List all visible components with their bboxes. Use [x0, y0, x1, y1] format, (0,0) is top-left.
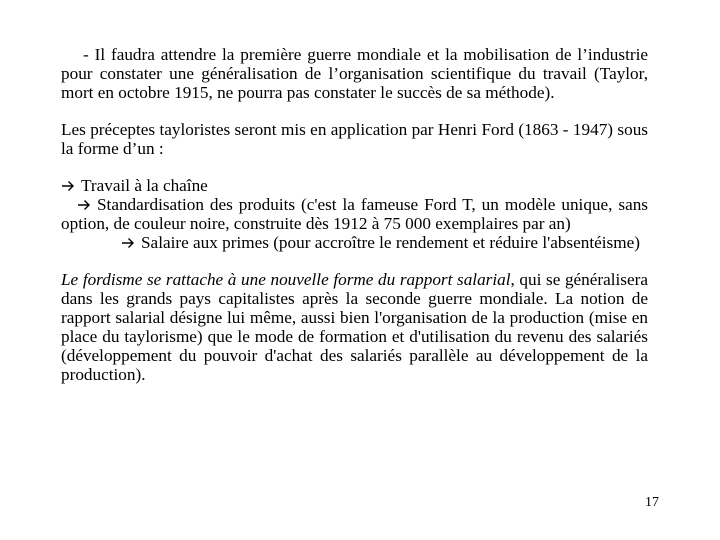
paragraph-ford-preceptes: Les préceptes tayloristes seront mis en application par Henri Ford (1863 - 1947) sous la forme d’un : — [61, 120, 648, 158]
fordisme-explanation: , qui se généralisera dans les grands pays capitalistes après la seconde guerre mondiale. La notion de rapport salarial désigne lui même, aussi bien l'organisation de la production (mise en place du taylorisme) que le mode de formation et d'utilisation du revenu des salariés (développement du pouvoir d'achat des salariés parallèle au développement de la production). — [61, 270, 648, 384]
list-item-salaire-primes — [61, 233, 648, 252]
paragraph-fordisme-rapport-salarial — [61, 270, 648, 384]
page-number: 17 — [645, 495, 659, 510]
list-item-label: Travail à la chaîne — [81, 176, 208, 195]
slide-content — [61, 45, 648, 384]
list-item-label: Salaire aux primes (pour accroître le rendement et réduire l'absentéisme) — [141, 233, 640, 252]
arrow-right-icon — [77, 199, 91, 211]
arrow-right-icon — [121, 237, 135, 249]
list-item-label: Standardisation des produits (c'est la fameuse Ford T, un modèle unique, sans option, de couleur noire, construite dès 1912 à 75 000 exemplaires par an) — [61, 195, 648, 233]
paragraph-ost-generalisation: - Il faudra attendre la première guerre mondiale et la mobilisation de l’industrie pour constater une généralisation de l’organisation scientifique du travail (Taylor, mort en octobre 1915, ne pourra pas constater le succès de sa méthode). — [61, 45, 648, 102]
fordisme-emphasis: Le fordisme se rattache à une nouvelle forme du rapport salarial — [61, 270, 511, 289]
list-item-standardisation — [61, 195, 648, 233]
arrow-right-icon — [61, 180, 75, 192]
list-item-travail-chaine — [61, 176, 648, 195]
